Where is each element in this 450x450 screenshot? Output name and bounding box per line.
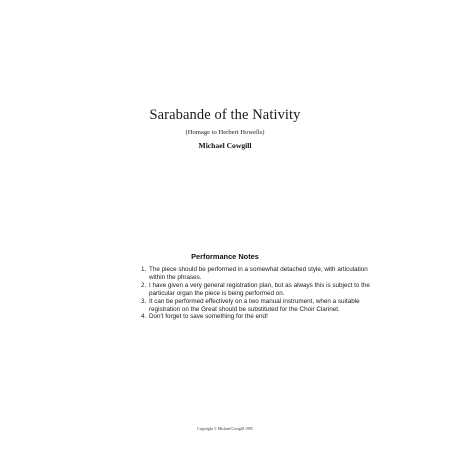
composer-name: Michael Cowgill <box>198 141 252 150</box>
note-item <box>141 298 371 314</box>
note-number: 2. <box>141 281 147 289</box>
note-text: It can be performed effectively on a two manual instrument, when a suitable registration on the Great should be substituted for the Choir Clarinet. <box>149 297 360 313</box>
piece-subtitle: (Homage to Herbert Howells) <box>185 129 265 136</box>
piece-title: Sarabande of the Nativity <box>149 107 301 123</box>
note-item <box>141 266 371 282</box>
note-item <box>141 282 371 298</box>
performance-notes-heading: Performance Notes <box>191 252 259 261</box>
note-number: 4. <box>141 313 147 321</box>
note-text: The piece should be performed in a somewhat detached style, with articulation within the phrases. <box>149 266 368 281</box>
note-number: 1. <box>141 266 147 273</box>
note-text: Don't forget to save something for the end! <box>149 313 268 321</box>
note-text: I have given a very general registration plan, but as always this is subject to the particular organ the piece is being performed on. <box>149 281 370 297</box>
note-item <box>141 313 371 321</box>
note-number: 3. <box>141 297 147 305</box>
performance-notes-list <box>141 266 371 321</box>
copyright-notice: Copyright © Michael Cowgill 1995 <box>197 427 253 431</box>
